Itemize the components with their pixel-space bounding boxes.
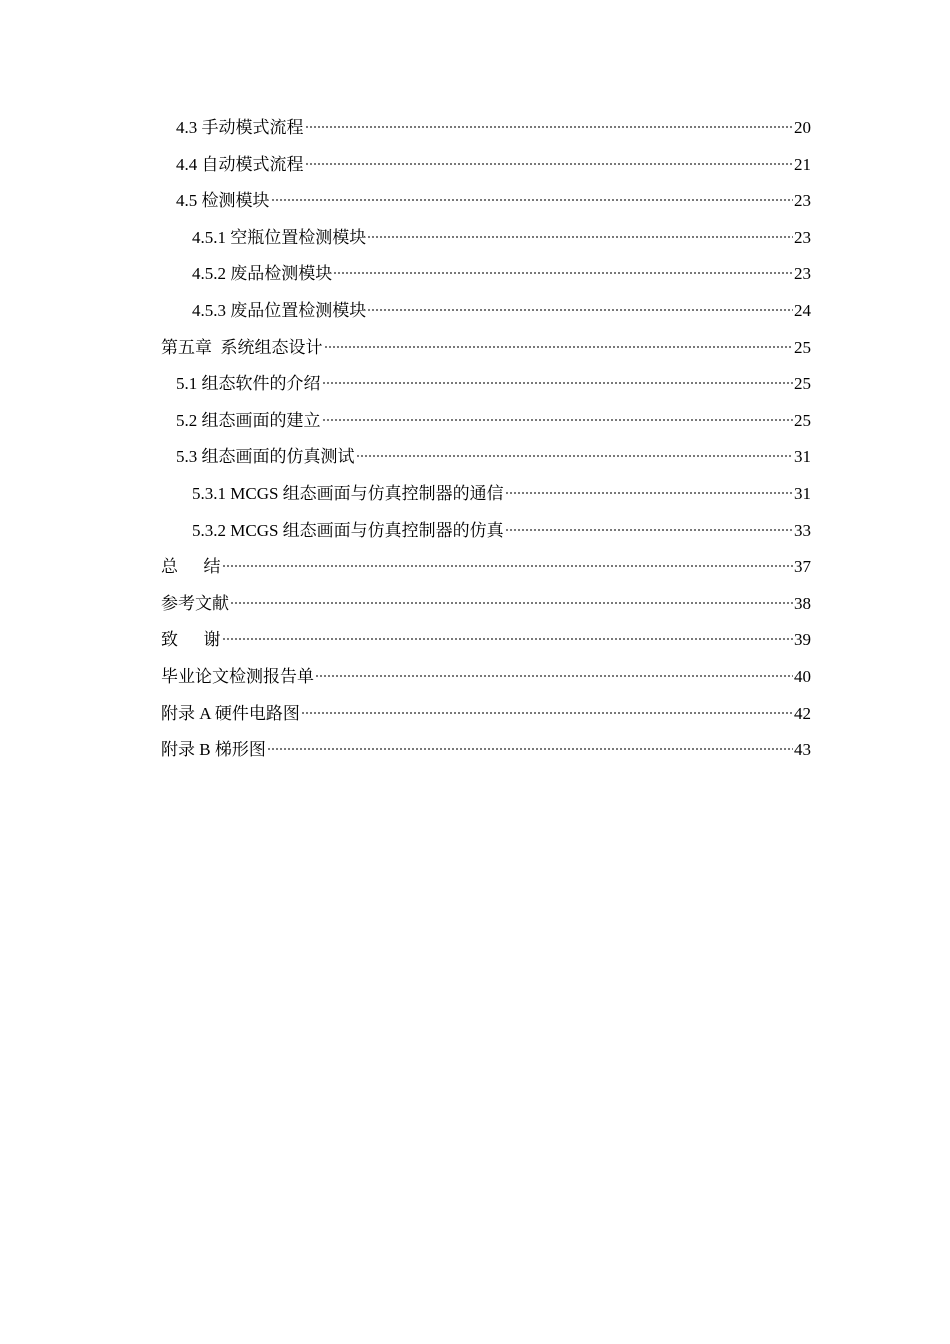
toc-entry-title: 4.5.2 废品检测模块 [192,264,333,284]
toc-entry-page: 38 [794,593,811,613]
toc-entry-chapter-5[interactable] [161,330,811,367]
dot-leader [315,674,793,678]
toc-entry-title: 5.3.2 MCGS 组态画面与仿真控制器的仿真 [192,520,504,540]
dot-leader [324,345,794,349]
dot-leader [505,491,793,495]
toc-entry-title: 5.3.1 MCGS 组态画面与仿真控制器的通信 [192,483,504,503]
toc-entry-5-3-1[interactable] [161,476,811,513]
dot-leader [505,528,793,532]
toc-entry-title: 参考文献 [161,593,229,613]
dot-leader [305,125,794,129]
dot-leader [222,637,794,641]
dot-leader [356,454,794,458]
toc-entry-4-5-3[interactable] [161,293,811,330]
toc-entry-page: 23 [794,264,811,284]
dot-leader [301,711,793,715]
toc-entry-5-3[interactable] [161,439,811,476]
toc-entry-appendix-b[interactable] [161,732,811,769]
toc-entry-title: 5.3 组态画面的仿真测试 [176,447,355,467]
toc-entry-title: 4.3 手动模式流程 [176,118,304,137]
toc-entry-title: 5.2 组态画面的建立 [176,410,321,430]
dot-leader [367,308,793,312]
toc-entry-page: 25 [794,374,811,394]
toc-entry-4-5-1[interactable] [161,220,811,257]
dot-leader [271,198,794,202]
toc-entry-title: 第五章 系统组态设计 [161,337,323,357]
dot-leader [367,235,793,239]
toc-entry-title: 总 结 [161,557,221,577]
toc-entry-4-3[interactable] [161,110,811,147]
toc-entry-page: 40 [794,666,811,686]
toc-entry-page: 20 [794,118,811,137]
toc-entry-4-4[interactable] [161,147,811,184]
toc-entry-title: 毕业论文检测报告单 [161,666,314,686]
toc-entry-title: 附录 B 梯形图 [161,740,266,760]
toc-entry-title: 4.5 检测模块 [176,191,270,211]
dot-leader [333,271,793,275]
toc-entry-page: 23 [794,191,811,211]
toc-entry-page: 42 [794,703,811,723]
toc-entry-plagiarism-report[interactable] [161,659,811,696]
dot-leader [230,601,793,605]
toc-entry-page: 25 [794,410,811,430]
dot-leader [222,564,794,568]
toc-entry-5-2[interactable] [161,403,811,440]
toc-entry-5-1[interactable] [161,366,811,403]
toc-entry-appendix-a[interactable] [161,696,811,733]
toc-entry-acknowledgements[interactable] [161,622,811,659]
toc-entry-page: 21 [794,154,811,174]
toc-entry-page: 33 [794,520,811,540]
toc-entry-title: 4.4 自动模式流程 [176,154,304,174]
toc-entry-5-3-2[interactable] [161,513,811,550]
toc-entry-title: 致 谢 [161,630,221,650]
toc-entry-4-5-2[interactable] [161,256,811,293]
toc-entry-references[interactable] [161,586,811,623]
table-of-contents [161,110,811,769]
toc-entry-page: 23 [794,227,811,247]
toc-entry-title: 5.1 组态软件的介绍 [176,374,321,394]
toc-entry-page: 25 [794,337,811,357]
toc-entry-summary[interactable] [161,549,811,586]
toc-entry-page: 39 [794,630,811,650]
toc-entry-4-5[interactable] [161,183,811,220]
toc-entry-page: 37 [794,557,811,577]
toc-entry-title: 4.5.1 空瓶位置检测模块 [192,227,367,247]
toc-entry-page: 24 [794,300,811,320]
toc-entry-page: 31 [794,447,811,467]
toc-entry-title: 4.5.3 废品位置检测模块 [192,300,367,320]
dot-leader [322,418,794,422]
toc-entry-page: 31 [794,483,811,503]
dot-leader [267,747,793,751]
dot-leader [322,381,794,385]
dot-leader [305,162,794,166]
toc-entry-title: 附录 A 硬件电路图 [161,703,300,723]
toc-entry-page: 43 [794,740,811,760]
